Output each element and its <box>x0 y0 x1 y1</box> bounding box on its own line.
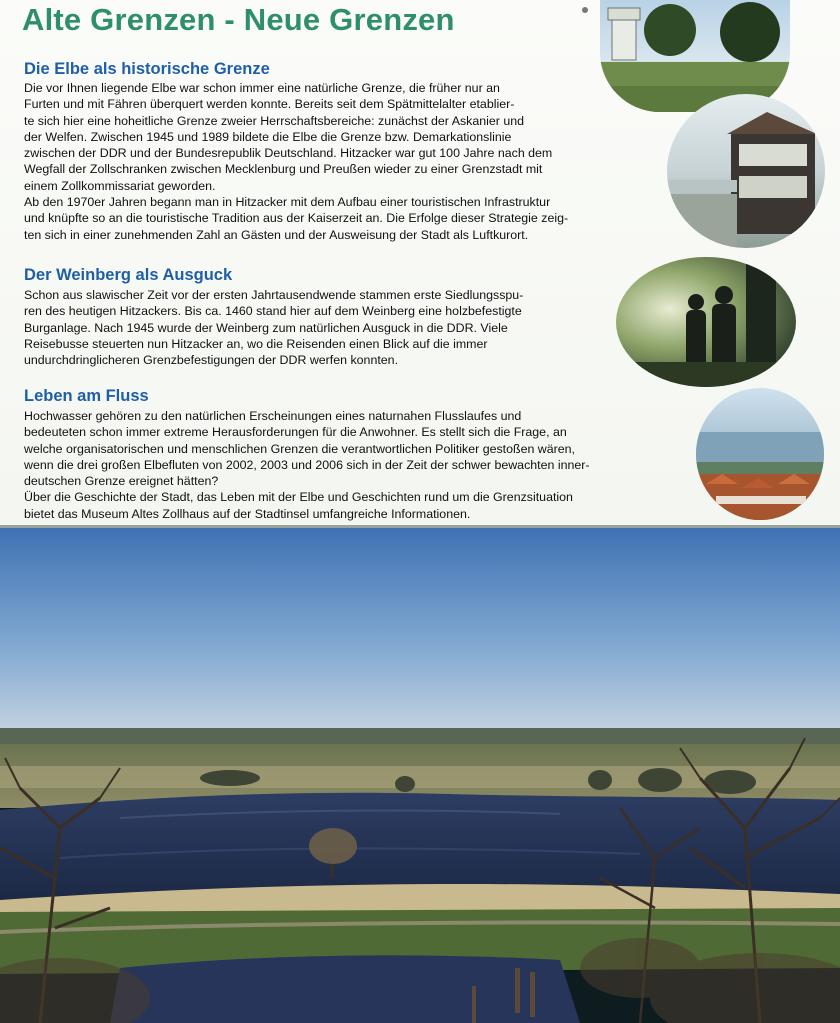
river-landscape-scene <box>0 528 840 1023</box>
text-line: Ab den 1970er Jahren begann man in Hitzacker mit dem Aufbau einer touristischen Infrastruktur <box>24 195 551 210</box>
board-title: Alte Grenzen - Neue Grenzen <box>22 2 455 37</box>
customs-house-photo <box>667 94 825 248</box>
board-screw <box>582 7 588 13</box>
horizon-treeline <box>0 728 840 746</box>
text-line: ten sich in einer zunehmenden Zahl an Gästen und der Ausweisung der Stadt als Luftkurort. <box>24 227 529 242</box>
text-line: Schon aus slawischer Zeit vor der ersten Jahrtausendwende stammen erste Siedlungsspu- <box>24 288 524 302</box>
text-line: welche organisatorischen und menschlichen Grenzen die verantwortlichen Politiker gestoßen wären, <box>24 441 575 456</box>
text-line: zwischen der DDR und der Bundesrepublik Deutschland. Hitzacker war gut 100 Jahre nach dem <box>24 146 553 161</box>
town-aerial-photo <box>696 388 824 520</box>
elbe-landscape-photo <box>0 528 840 1023</box>
text-line: Hochwasser gehören zu den natürlichen Erscheinungen eines naturnahen Flusslaufes und <box>24 409 522 423</box>
text-line: ren des heutigen Hitzackers. Bis ca. 1460 stand hier auf dem Weinberg eine holzbefestigte <box>24 304 522 319</box>
text-line: deutschen Grenze ereignet hätten? <box>24 474 219 489</box>
weinberg-lookout-photo <box>616 257 796 387</box>
text-line: bedeuteten schon immer extreme Herausforderungen für die Anwohner. Es stellt sich die Frage, an <box>24 425 567 440</box>
text-line: Wegfall der Zollschranken zwischen Mecklenburg und Preußen wieder zu einer Grenzstadt mit <box>24 162 543 177</box>
town-roofs-icon <box>696 388 824 520</box>
section-heading-weinberg: Der Weinberg als Ausguck <box>24 266 233 284</box>
section-body-elbe <box>24 80 594 243</box>
text-line: te sich hier eine hoheitliche Grenze zweier Herrschaftsbereiche: zunächst der Askanier und <box>24 113 525 128</box>
text-line: Über die Geschichte der Stadt, das Leben mit der Elbe und Geschichten rund um die Grenzsituation <box>24 490 573 505</box>
text-line: bietet das Museum Altes Zollhaus auf der Stadtinsel umfangreiche Informationen. <box>24 506 471 521</box>
near-pond <box>110 955 580 1023</box>
timber-house-icon <box>667 94 825 248</box>
text-line: einem Zollkommissariat geworden. <box>24 178 216 193</box>
section-body-weinberg <box>24 287 609 368</box>
text-line: Furten und mit Fähren überquert werden konnte. Bereits seit dem Spätmittelalter etablier- <box>24 97 515 112</box>
sky <box>0 528 840 733</box>
section-body-fluss <box>24 408 684 522</box>
section-heading-elbe: Die Elbe als historische Grenze <box>24 60 270 78</box>
text-line: undurchdringlicheren Grenzbefestigungen der DDR werfen konnten. <box>24 353 399 368</box>
two-people-silhouette-icon <box>616 257 796 387</box>
text-line: der Welfen. Zwischen 1945 und 1989 bildete die Elbe die Grenze bzw. Demarkationslinie <box>24 129 512 144</box>
text-line: Die vor Ihnen liegende Elbe war schon immer eine natürliche Grenze, die früher nur an <box>24 81 500 95</box>
text-line: und knüpfte so an die touristische Tradition aus der Kaiserzeit an. Die Erfolge dieser Strategie zeig- <box>24 211 569 226</box>
elbe-river <box>0 793 840 900</box>
text-line: Burganlage. Nach 1945 wurde der Weinberg zum natürlichen Ausguck in die DDR. Viele <box>24 320 508 335</box>
text-line: Reisebusse steuerten nun Hitzacker an, wo die Reisenden einen Blick auf die immer <box>24 336 488 351</box>
section-heading-fluss: Leben am Fluss <box>24 387 149 405</box>
text-line: wenn die drei großen Elbefluten von 2002, 2003 und 2006 sich in der Zeit der schwer bewachten inner- <box>24 457 590 472</box>
